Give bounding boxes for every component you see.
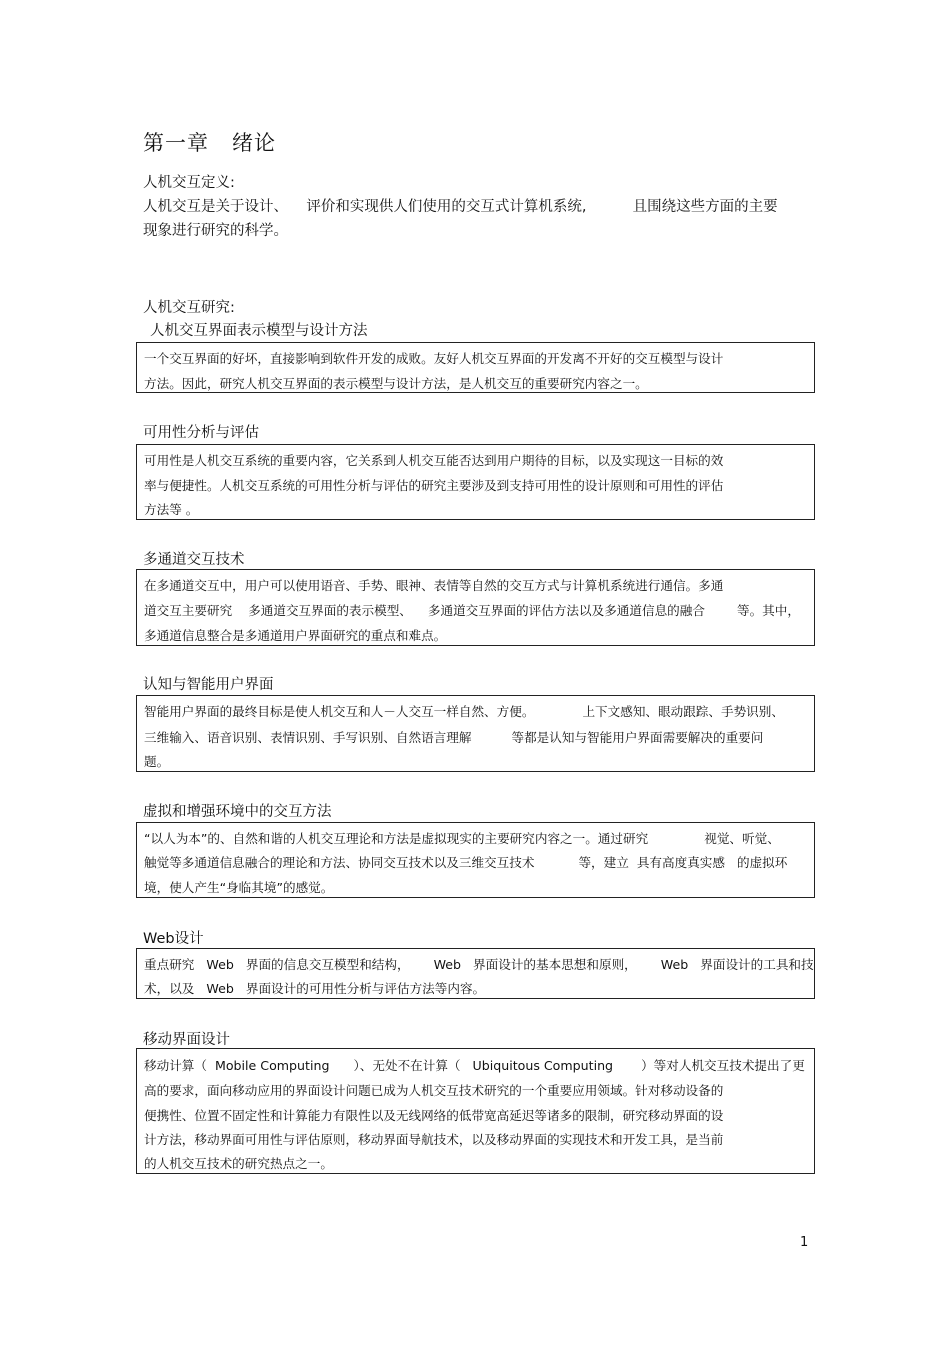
box-line: 三维输入、语音识别、表情识别、手写识别、自然语言理解 等都是认知与智能用户界面需要解决的重要问: [144, 730, 764, 745]
box-line: 的人机交互技术的研究热点之一。: [144, 1156, 333, 1171]
box-line: 触觉等多通道信息融合的理论和方法、协同交互技术以及三维交互技术 等，建立 具有高度真实感 的虚拟环: [144, 855, 788, 870]
section-box-interface-models: [136, 342, 815, 393]
box-line: 题。: [144, 754, 170, 769]
section-box-intelligent-ui: [136, 695, 815, 772]
page-number: 1: [800, 1235, 809, 1250]
box-line: 境，使人产生“身临其境”的感觉。: [144, 880, 334, 895]
section-heading-multichannel: 多通道交互技术: [143, 552, 245, 568]
section-heading-virtual-env: 虚拟和增强环境中的交互方法: [143, 804, 332, 820]
box-line: 术，以及 Web 界面设计的可用性分析与评估方法等内容。: [144, 981, 486, 996]
box-line: 计方法，移动界面可用性与评估原则，移动界面导航技术，以及移动界面的实现技术和开发工具，是当前: [144, 1132, 724, 1147]
section-box-virtual-env: [136, 822, 815, 898]
chapter-title: 第一章 绪论: [143, 131, 277, 155]
section-heading-mobile-ui: 移动界面设计: [143, 1032, 230, 1048]
section-heading-usability: 可用性分析与评估: [143, 425, 259, 441]
box-line: 可用性是人机交互系统的重要内容，它关系到人机交互能否达到用户期待的目标，以及实现这一目标的效: [144, 453, 724, 468]
box-line: 智能用户界面的最终目标是使人机交互和人－人交互一样自然、方便。 上下文感知、眼动跟踪、手势识别、: [144, 704, 784, 719]
section-box-usability: [136, 444, 815, 520]
section-heading-web-design: Web设计: [143, 931, 204, 947]
box-line: 一个交互界面的好坏，直接影响到软件开发的成败。友好人机交互界面的开发离不开好的交互模型与设计: [144, 351, 724, 366]
box-line: 便携性、位置不固定性和计算能力有限性以及无线网络的低带宽高延迟等诸多的限制，研究移动界面的设: [144, 1108, 724, 1123]
section-box-mobile-ui: [136, 1048, 815, 1174]
box-line: 方法。因此，研究人机交互界面的表示模型与设计方法，是人机交互的重要研究内容之一。: [144, 376, 648, 391]
section-box-multichannel: [136, 569, 815, 646]
box-line: 道交互主要研究 多通道交互界面的表示模型、 多通道交互界面的评估方法以及多通道信息的融合 等。其中，: [144, 603, 800, 618]
definition-line-2: 现象进行研究的科学。: [143, 223, 288, 239]
box-line: 方法等 。: [144, 502, 199, 517]
box-line: 多通道信息整合是多通道用户界面研究的重点和难点。: [144, 628, 447, 643]
box-line: “以人为本”的、自然和谐的人机交互理论和方法是虚拟现实的主要研究内容之一。通过研究 视觉、听觉、: [144, 831, 780, 846]
box-line: 高的要求，面向移动应用的界面设计问题已成为人机交互技术研究的一个重要应用领域。针对移动设备的: [144, 1083, 724, 1098]
box-line: 移动计算（ Mobile Computing ）、无处不在计算（ Ubiquitous Computing ）等对人机交互技术提出了更: [144, 1058, 805, 1073]
section-heading-intelligent-ui: 认知与智能用户界面: [143, 677, 274, 693]
definition-line-1: 人机交互是关于设计、 评价和实现供人们使用的交互式计算机系统, 且围绕这些方面的主要: [143, 199, 778, 215]
definition-label: 人机交互定义:: [143, 175, 235, 191]
box-line: 重点研究 Web 界面的信息交互模型和结构， Web 界面设计的基本思想和原则， Web 界面设计的工具和技: [144, 957, 814, 972]
research-label: 人机交互研究:: [143, 300, 235, 316]
box-line: 率与便捷性。人机交互系统的可用性分析与评估的研究主要涉及到支持可用性的设计原则和可用性的评估: [144, 478, 724, 493]
box-line: 在多通道交互中，用户可以使用语音、手势、眼神、表情等自然的交互方式与计算机系统进行通信。多通: [144, 578, 724, 593]
section-heading-interface-models: 人机交互界面表示模型与设计方法: [150, 323, 368, 339]
section-box-web-design: [136, 948, 815, 999]
